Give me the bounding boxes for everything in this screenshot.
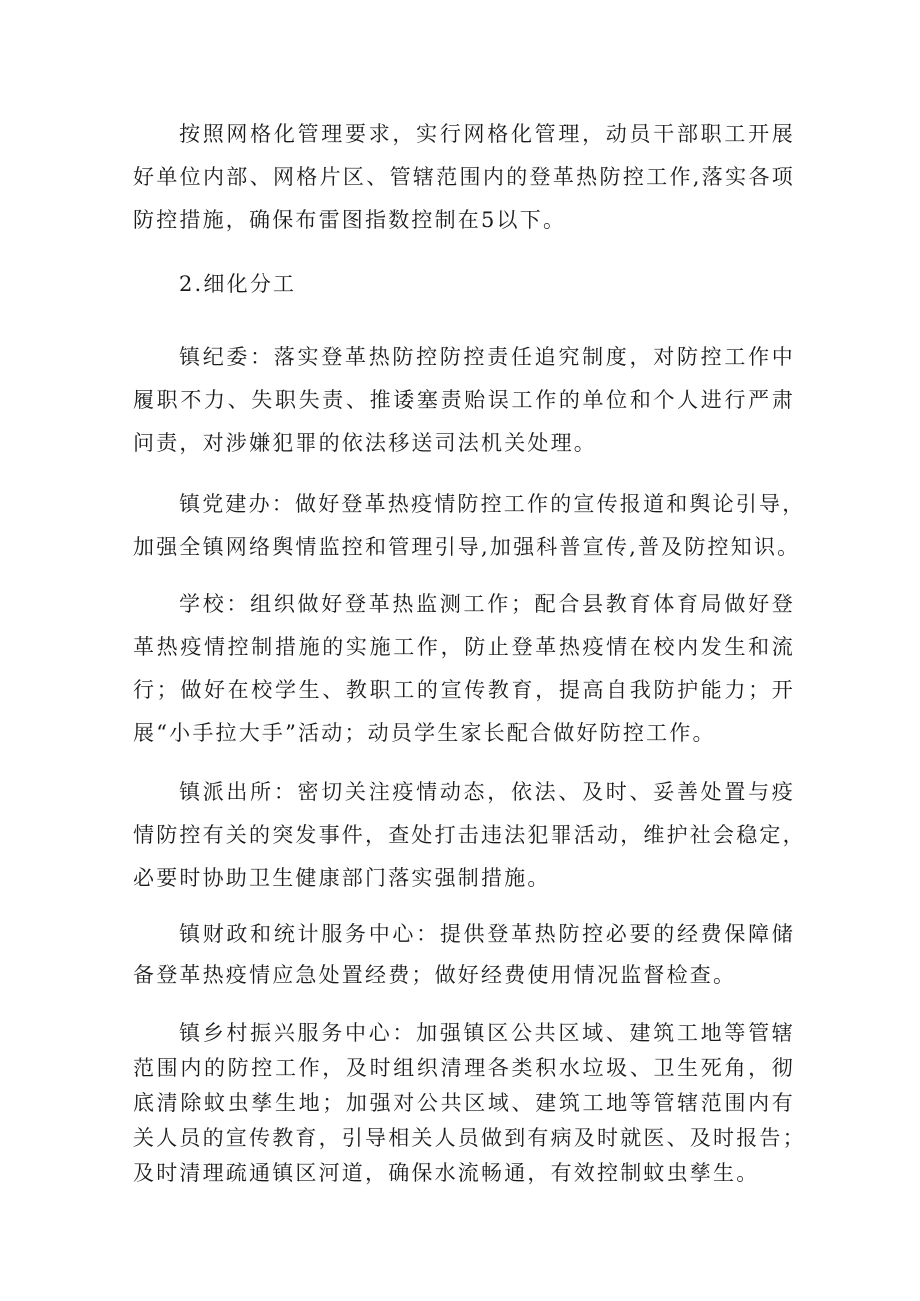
text-line: 展“小手拉大手”活动；动员学生家长配合做好防控工作。 xyxy=(133,721,716,745)
paragraph-police-station xyxy=(133,771,806,900)
text-line: 镇乡村振兴服务中心：加强镇区公共区域、建筑工地等管辖 xyxy=(179,1021,795,1045)
text-line: 防控措施，确保布雷图指数控制在5以下。 xyxy=(133,208,567,232)
text-line: 底清除蚊虫孳生地；加强对公共区域、建筑工地等管辖范围内有 xyxy=(133,1091,795,1115)
text-line: 履职不力、失职失责、推诿塞责贻误工作的单位和个人进行严肃 xyxy=(133,388,795,412)
paragraph-party-building-office xyxy=(133,483,806,569)
section-heading-division-of-labor xyxy=(133,263,795,306)
text-line: 关人员的宣传教育，引导相关人员做到有病及时就医、及时报告； xyxy=(133,1126,806,1150)
text-line: 备登革热疫情应急处置经费；做好经费使用情况监督检查。 xyxy=(133,963,737,987)
text-line: 镇派出所：密切关注疫情动态，依法、及时、妥善处置与疫 xyxy=(179,780,795,804)
paragraph-grid-management xyxy=(133,113,795,242)
text-line: 镇财政和统计服务中心：提供登革热防控必要的经费保障储 xyxy=(179,922,795,946)
text-line: 及时清理疏通镇区河道，确保水流畅通，有效控制蚊虫孳生。 xyxy=(133,1161,760,1185)
heading-text: 2.细化分工 xyxy=(179,272,297,296)
text-line: 革热疫情控制措施的实施工作，防止登革热疫情在校内发生和流 xyxy=(133,635,795,659)
text-line: 好单位内部、网格片区、管辖范围内的登革热防控工作,落实各项 xyxy=(133,165,795,189)
text-line: 问责，对涉嫌犯罪的依法移送司法机关处理。 xyxy=(133,431,597,455)
paragraph-rural-revitalization-center xyxy=(133,1016,806,1191)
text-line: 加强全镇网络舆情监控和管理引导,加强科普宣传,普及防控知识。 xyxy=(133,535,801,559)
paragraph-discipline-committee xyxy=(133,336,795,465)
text-line: 镇党建办：做好登革热疫情防控工作的宣传报道和舆论引导， xyxy=(179,492,806,516)
text-line: 按照网格化管理要求，实行网格化管理，动员干部职工开展 xyxy=(179,122,795,146)
text-line: 行；做好在校学生、教职工的宣传教育，提高自我防护能力；开 xyxy=(133,678,795,702)
paragraph-school xyxy=(133,583,795,755)
text-line: 范围内的防控工作，及时组织清理各类积水垃圾、卫生死角，彻 xyxy=(133,1056,795,1080)
text-line: 必要时协助卫生健康部门落实强制措施。 xyxy=(133,866,551,890)
text-line: 学校：组织做好登革热监测工作；配合县教育体育局做好登 xyxy=(179,592,795,616)
text-line: 镇纪委：落实登革热防控防控责任追究制度，对防控工作中 xyxy=(179,345,795,369)
paragraph-finance-statistics-center xyxy=(133,914,795,996)
text-line: 情防控有关的突发事件，查处打击违法犯罪活动，维护社会稳定， xyxy=(133,823,806,847)
